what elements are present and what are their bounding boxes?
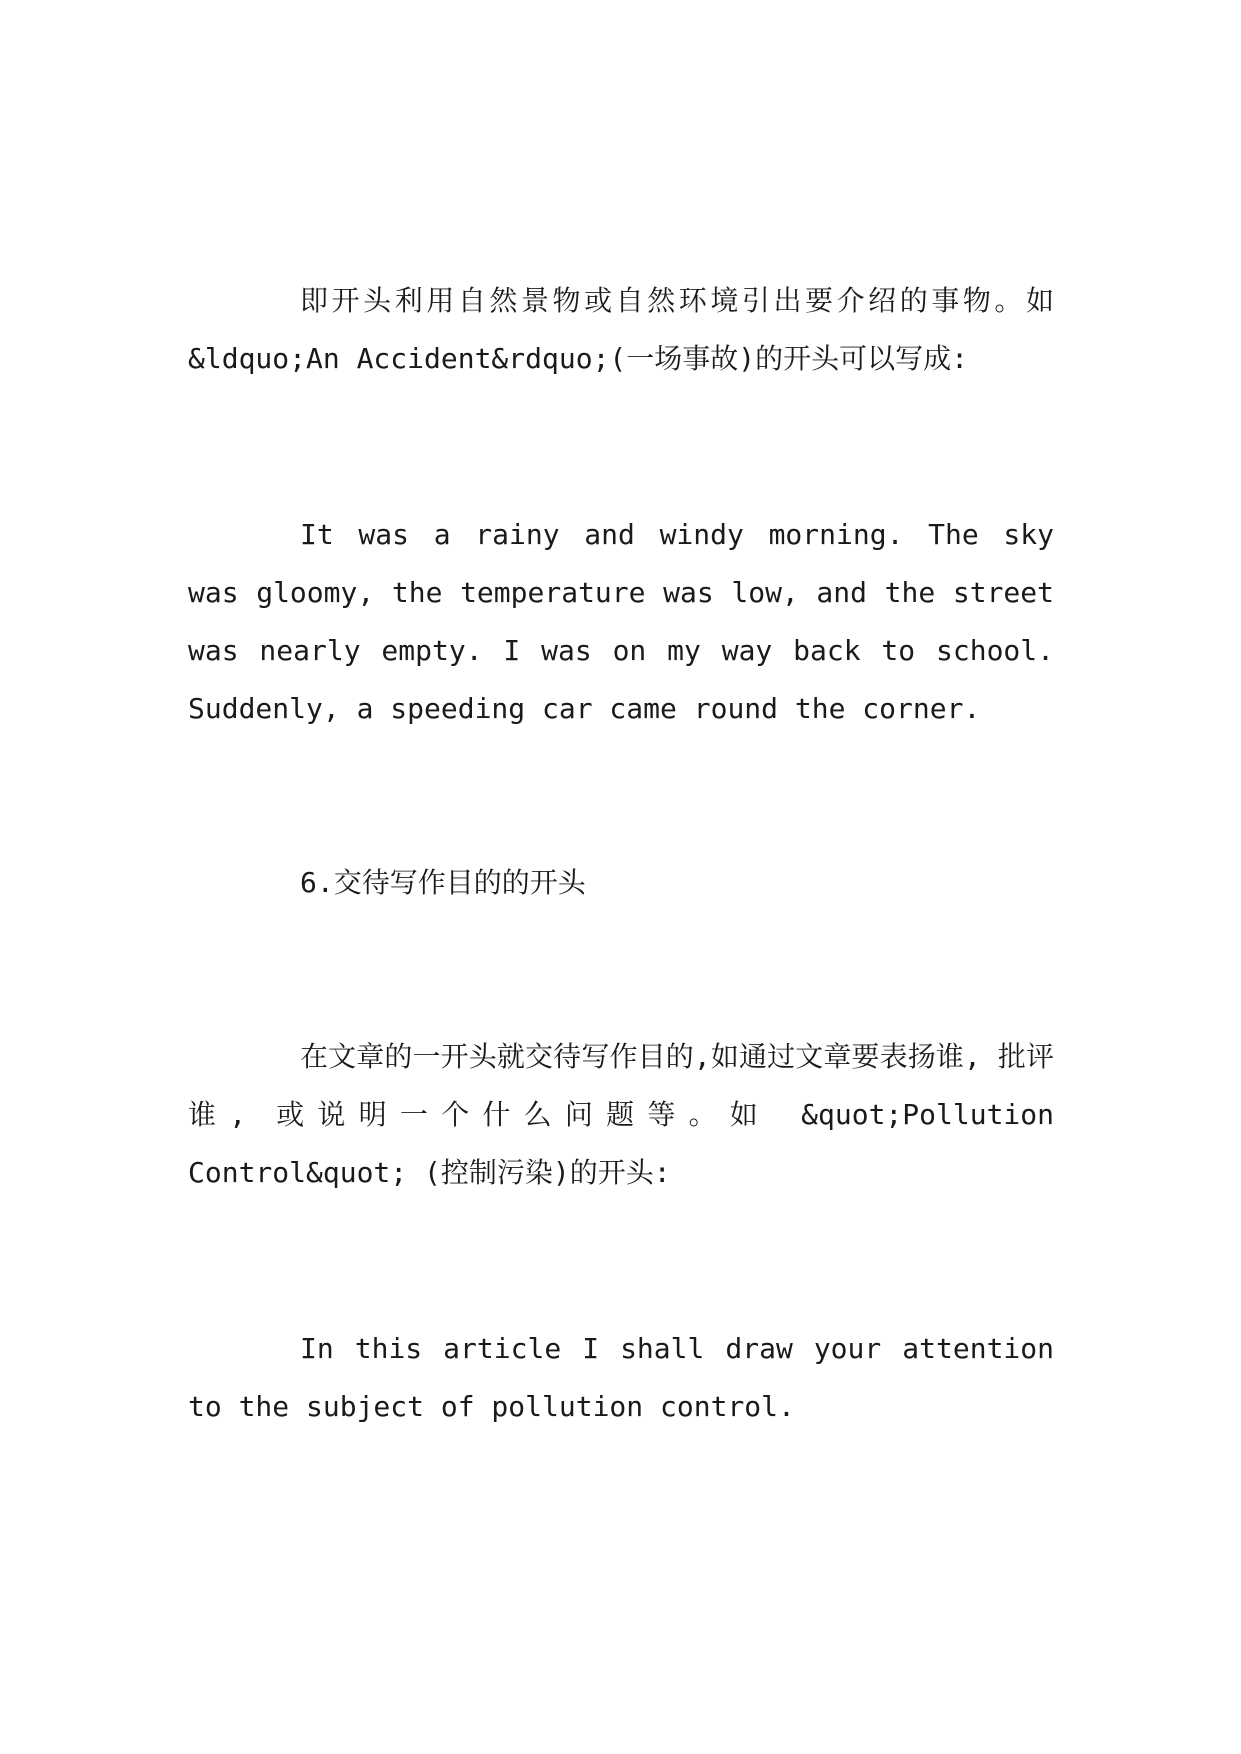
paragraph-pollution-example: In this article I shall draw your attention to the subject of pollution control. <box>188 1332 1054 1423</box>
paragraph-natural-scenery-intro: 即开头利用自然景物或自然环境引出要介绍的事物。如&ldquo;An Accident&rdquo;(一场事故)的开头可以写成: <box>188 284 1054 375</box>
paragraph-accident-example: It was a rainy and windy morning. The sky was gloomy, the temperature was low, and the street was nearly empty. I was on my way back to school. Suddenly, a speeding car came round the corner. <box>188 518 1054 725</box>
paragraph-purpose-explanation: 在文章的一开头就交待写作目的,如通过文章要表扬谁, 批评谁, 或说明一个什么问题等。如 &quot;Pollution Control&quot; (控制污染)的开头: <box>188 1040 1054 1189</box>
section-heading-purpose-opening: 6.交待写作目的的开头 <box>300 866 586 899</box>
